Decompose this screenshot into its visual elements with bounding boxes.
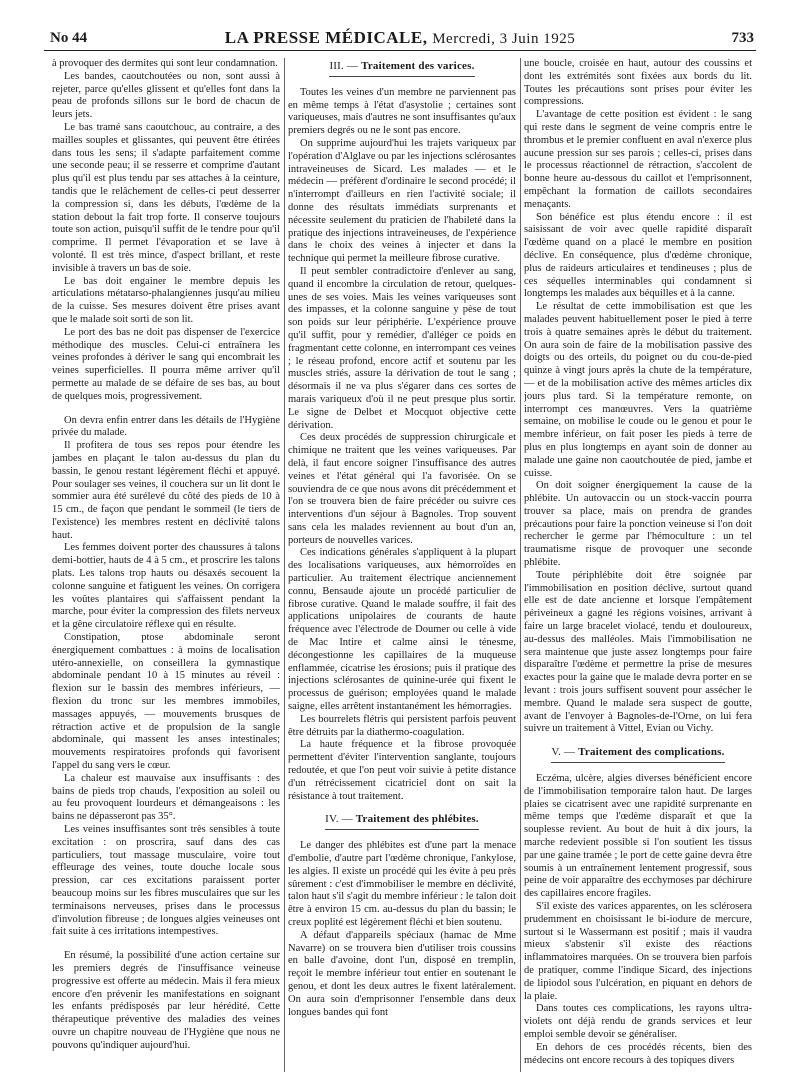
paragraph: Les bandes, caoutchoutées ou non, sont aussi à rejeter, parce qu'elles glissent et qu'elles font dans la peau de profonds sillons sur le bord de chacun de leurs jets. (52, 70, 280, 121)
header-rule (44, 50, 756, 51)
paragraph: L'avantage de cette position est évident : le sang qui reste dans le segment de veine compris entre le thrombus et le premier confluent en aval n'exerce plus aucune pression sur ses parois ; celles-ci, prises dans le processus réactionnel de rétraction, s'accolent de bonne heure au-dessous du caillot et l'emprisonnent, empêchant la formation de caillots secondaires menaçants. (524, 109, 752, 210)
paragraph: Le port des bas ne doit pas dispenser de l'exercice méthodique des muscles. Celui-ci entraînera les veines profondes à dériver le sang qui encombrait les veines superficielles. Il pourra même arriver qu'il permette au malade de se défaire de ses bas, au bout de quelques mois, progressivement. (52, 326, 280, 402)
paragraph: Les bourrelets flétris qui persistent parfois peuvent être détruits par la diathermo-coagulation. (288, 713, 516, 738)
paragraph: Il profitera de tous ses repos pour étendre les jambes en plaçant le talon au-dessus du plan du bassin, le genou restant légèrement fléchi et appuyé. Pour soulager ses veines, il couchera sur un lit dont le sommier aura été surélevé du côté des pieds de 10 à 15 cm., de façon que pendant le sommeil (le tiers de l'existence) les membres restent en déclivité talons haut. (52, 440, 280, 541)
paragraph: S'il existe des varices apparentes, on les sclérosera prudemment en choisissant le bi-iodure de mercure, surtout si le Wassermann est positif ; mais il vaudra mieux s'abstenir s'il existe des réactions inflammatoires marquées. On se trouvera bien parfois de pratiquer, comme l'indique Sicard, des injections de lipiodol sous l'ulcération, en piquant en dehors de la plaie. (524, 901, 752, 1002)
section-title: Traitement des complications. (578, 746, 725, 759)
column-2 (288, 58, 516, 1072)
paragraph: Le bas doit engainer le membre depuis les articulations métatarso-phalangiennes jusqu'au milieu de la cuisse. Ses mesures doivent être prises avant que le malade soit sorti de son lit. (52, 275, 280, 325)
section-heading-underline (325, 813, 479, 830)
section-heading-underline (551, 746, 724, 763)
paragraph: On supprime aujourd'hui les trajets variqueux par l'opération d'Alglave ou par les injections sclérosantes intraveineuses de Sicard. Les malades — et le médecin — préfèrent d'ordinaire le second procédé; il n'interrompt d'ailleurs en rien l'activité sociale; il donne des résultats immédiats surprenants et nécessite seulement du praticien de l'habileté dans la pratique des injections intraveineuses, de l'expérience dans le choix des veines à injecter et dans la technique qui permet la meilleure fibrose curative. (288, 137, 516, 265)
column-divider (520, 58, 521, 1072)
paragraph: La chaleur est mauvaise aux insuffisants : des bains de pieds trop chauds, l'exposition au soleil ou au feu provoquent lourdeurs et démangeaisons : les bains ne dépasseront pas 35°. (52, 772, 280, 823)
paragraph: Ces indications générales s'appliquent à la plupart des localisations variqueuses, aux hémorroïdes en particulier. Au traitement électrique anciennement connu, Bensaude ajoute un procédé particulier de fibrose curative. Quand le malade souffre, il fait des applications unipolaires de courants de haute fréquence avec l'électrode de Doumer ou celle à vide de Mac Intire et calme ainsi le ténesme, décongestionne les capillaires de la muqueuse enflammée, cicatrise les érosions; puis il pratique des injections sclérosantes de quinine-urée qui fixent le processus de guérison; employées quand le malade saigne, elles arrêtent instantanément les hémorragies. (288, 547, 516, 713)
section-number: IV. — (325, 813, 353, 826)
paragraph: En résumé, la possibilité d'une action certaine sur les premiers degrés de l'insuffisance veineuse progressive est offerte au médecin. Mais il fera mieux encore d'en prévenir les manifestations en soignant les enfants prédisposés par leur hérédité. Cette thérapeutique préventive des maladies des veines ouvre un chapitre nouveau de l'Hygiène que nous ne pouvons qu'indiquer aujourd'hui. (52, 950, 280, 1051)
paragraph: Le bas tramé sans caoutchouc, au contraire, a des mailles souples et glissantes, qui peuvent être étirées dans tous les sens; il s'adapte parfaitement comme une seconde peau; il se resserre et comprime d'autant plus qu'il est plus tendu par ses attaches à la ceinture, tandis que le relâchement de celles-ci peut desserrer la compression si, dans les débuts, l'œdème de la station debout la fait trop forte. Il conserve toujours toute son action, puisqu'il suffit de le tendre pour qu'il comprime. Il permet l'évaporation et se lave à volonté. Il est très mince, d'aspect brillant, et reste invisible à travers un bas de soie. (52, 121, 280, 274)
paragraph: Les femmes doivent porter des chaussures à talons demi-bottier, hauts de 4 à 5 cm., et proscrire les talons plats. Les talons trop hauts ou désaxés secouent la colonne sanguine et fatiguent les veines. On corrigera les voûtes plantaires qui s'affaissent pendant la marche, pour éviter la compression des filets nerveux et la gêne circulatoire réflexe qui en résulte. (52, 542, 280, 631)
page-header (44, 26, 756, 48)
section-title: Traitement des phlébites. (355, 813, 479, 826)
paragraph: Le résultat de cette immobilisation est que les malades peuvent habituellement poser le pied à terre trois à quatre semaines après le début du traitement. On aura soin de faire de la mobilisation passive des doigts ou des orteils, du poignet ou du cou-de-pied quinze à vingt jours après la chute de la température, — et de la mobilisation active des mêmes articles dix jours plus tard. Si la température remonte, on interrompt ces manœuvres. Vers la quatrième semaine, on mobilise le coude ou le genou et pour le membre inférieur, on fait poser les pieds à terre de plus en plus longtemps en ayant soin de donner au malade une gaine non caoutchoutée de pied, jambe et cuisse. (524, 301, 752, 479)
issue-date: Mercredi, 3 Juin 1925 (432, 31, 576, 47)
paragraph: Constipation, ptose abdominale seront énergiquement combattues : à moins de localisation utéro-annexielle, on conseillera la gymnastique abdominale pendant 10 à 15 minutes au réveil : flexion sur le bassin des membres inférieurs, — flexion du tronc sur les membres immobiles, massages appuyés, — mouvements brusques de rétraction active et de propulsion de la sangle abdominale, qui massent les anses intestinales; mouvements respiratoires profonds qui favorisent l'appel du sang vers le cœur. (52, 632, 280, 772)
section-number: V. — (551, 746, 576, 759)
paragraph: à provoquer des dermites qui sont leur condamnation. (52, 58, 278, 69)
paragraph: Les veines insuffisantes sont très sensibles à toute excitation : on proscrira, sauf dans des cas particuliers, tout massage musculaire, voire tout effleurage des veines, toute douche locale sous pression, car ces excitations paraissent porter beaucoup moins sur les fibres musculaires que sur les terminaisons nerveuses, prises dans le processus d'involution fibreuse ; de longues algies veineuses ont fait suite à ces irritations intempestives. (52, 824, 280, 938)
paragraph: Le danger des phlébites est d'une part la menace d'embolie, d'autre part l'œdème chronique, l'ankylose, les algies. Il existe un procédé qui les évite à peu près sûrement : c'est d'immobiliser le membre en déclivité, talon haut s'il s'agit du membre inférieur : le talon doit être à environ 15 cm. au-dessus du plan du bassin; le creux poplité est légèrement fléchi et bien soutenu. (288, 840, 516, 928)
section-heading (288, 813, 516, 830)
paragraph: La haute fréquence et la fibrose provoquée permettent d'éviter l'intervention sanglante, toujours redoutée, et que l'on peut voir suivie à petite distance d'un rétrécissement cicatriciel dont on sait la résistance à tout traitement. (288, 739, 516, 802)
column-1 (52, 58, 280, 1072)
journal-name: LA PRESSE MÉDICALE, (224, 28, 428, 47)
paragraph: une boucle, croisée en haut, autour des coussins et dont les extrémités sont fixées aux bords du lit. Toutes les précautions sont prises pour éviter les compressions. (524, 58, 752, 108)
paragraph: Il peut sembler contradictoire d'enlever au sang, quand il encombre la circulation de retour, quelques-unes de ses voies. Mais les veines variqueuses sont des impasses, et la colonne sanguine y pèse de tout son poids sur leur périphérie. L'expérience prouve qu'il suffit, pour y remédier, d'alléger ce poids en fragmentant cette colonne, en interrompant ces veines ; le réseau profond, encore actif et soutenu par les muscles striés, assure la dérivation de tout le sang ; désormais il ne va plus s'égarer dans ces sortes de marais variqueux d'où il ne peut presque plus sortir. Le signe de Delbet et Mocquot objective cette dérivation. (288, 265, 516, 431)
section-number: III. — (329, 60, 359, 72)
column-divider (284, 58, 285, 1072)
paragraph: On devra enfin entrer dans les détails de l'Hygiène privée du malade. (52, 414, 280, 439)
column-3 (524, 58, 752, 1072)
paragraph: Toute périphlébite doit être soignée par l'immobilisation en position déclive, surtout quand elle est de date ancienne et lorsque l'empâtement périveineux a gagné les régions voisines, arrivant à faire un large bracelet violacé, tendu et douloureux, au-dessus des malléoles. Mais l'immobilisation ne sera maintenue que juste assez longtemps pour faire disparaître l'œdème et permettre la prise de mesures exactes pour la gaine que le malade devra porter en se levant : trois jours suffisent souvent pour assécher le membre. Quand le malade sera suspect de goutte, avant de l'envoyer à Bagnoles-de-l'Orne, on lui fera suivre un traitement à Vittel, Evian ou Vichy. (524, 569, 752, 735)
section-heading (524, 746, 752, 763)
section-title: Traitement des varices. (361, 60, 475, 72)
paragraph: En dehors de ces procédés récents, bien des médecins ont encore recours à des topiques divers (524, 1041, 752, 1066)
paragraph: Eczéma, ulcère, algies diverses bénéficient encore de l'immobilisation temporaire talon haut. De larges plaies se cicatrisent avec une rapidité surprenante en même temps que l'œdème disparaît et que la souplesse revient. Au bout de huit à dix jours, la marche redevient possible si l'on soutient les tissus par une gaine tramée ; le port de cette gaine devra être soumis à un entraînement lentement progressif, sous peine de voir apparaître des ecchymoses par déchirure des capillaires encore fragiles. (524, 773, 752, 900)
paragraph: Dans toutes ces complications, les rayons ultra-violets ont déjà rendu de grands services et leur emploi semble devoir se généraliser. (524, 1003, 752, 1040)
paragraph: On doit soigner énergiquement la cause de la phlébite. Un autovaccin ou un stock-vaccin pourra trouver sa place, mais on prendra de grandes précautions pour faire la ponction veineuse si l'on doit rechercher le germe par l'hémoculture : un tel traumatisme risque de provoquer une seconde phlébite. (524, 480, 752, 569)
issue-number: No 44 (50, 30, 88, 46)
paragraph: Ces deux procédés de suppression chirurgicale et chimique ne traitent que les veines variqueuses. Par delà, il faut encore soigner l'insuffisance des autres veines et l'état général qui l'a favorisée. On se souviendra de ce que nous avons dit précédemment et l'on se trouvera bien de faire précéder ou suivre ces interventions d'un séjour à Bagnoles. Trop souvent sans cela les malades reviennent au bout d'un an, porteurs de nouvelles varices. (288, 432, 516, 546)
section-heading (288, 60, 516, 77)
paragraph: A défaut d'appareils spéciaux (hamac de Mme Navarre) on se trouvera bien d'utiliser trois coussins en balle d'avoine, dont l'un, disposé en tremplin, reçoit le membre inférieur tout entier en soutenant le genou, et dont les deux autres le fixent latéralement. On aura soin d'emprisonner l'ensemble dans deux longues bandes qui font (288, 929, 516, 1018)
paragraph: Toutes les veines d'un membre ne parviennent pas en même temps à l'état d'asystolie ; certaines sont variqueuses, mais d'autres ne sont insuffisantes qu'aux premiers degrés ou ne le sont pas encore. (288, 86, 516, 137)
page-number: 733 (731, 30, 754, 46)
section-heading-underline (329, 60, 474, 77)
journal-title (44, 28, 756, 48)
paragraph: Son bénéfice est plus étendu encore : il est saisissant de voir avec quelle rapidité disparaît l'œdème quand on a placé le membre en position déclive. En conséquence, plus d'œdème chronique, plus de raideurs articulaires et tendineuses ; plus de ces séquelles interminables qui condamnent si longtemps les malades aux béquilles et à la canne. (524, 211, 752, 300)
